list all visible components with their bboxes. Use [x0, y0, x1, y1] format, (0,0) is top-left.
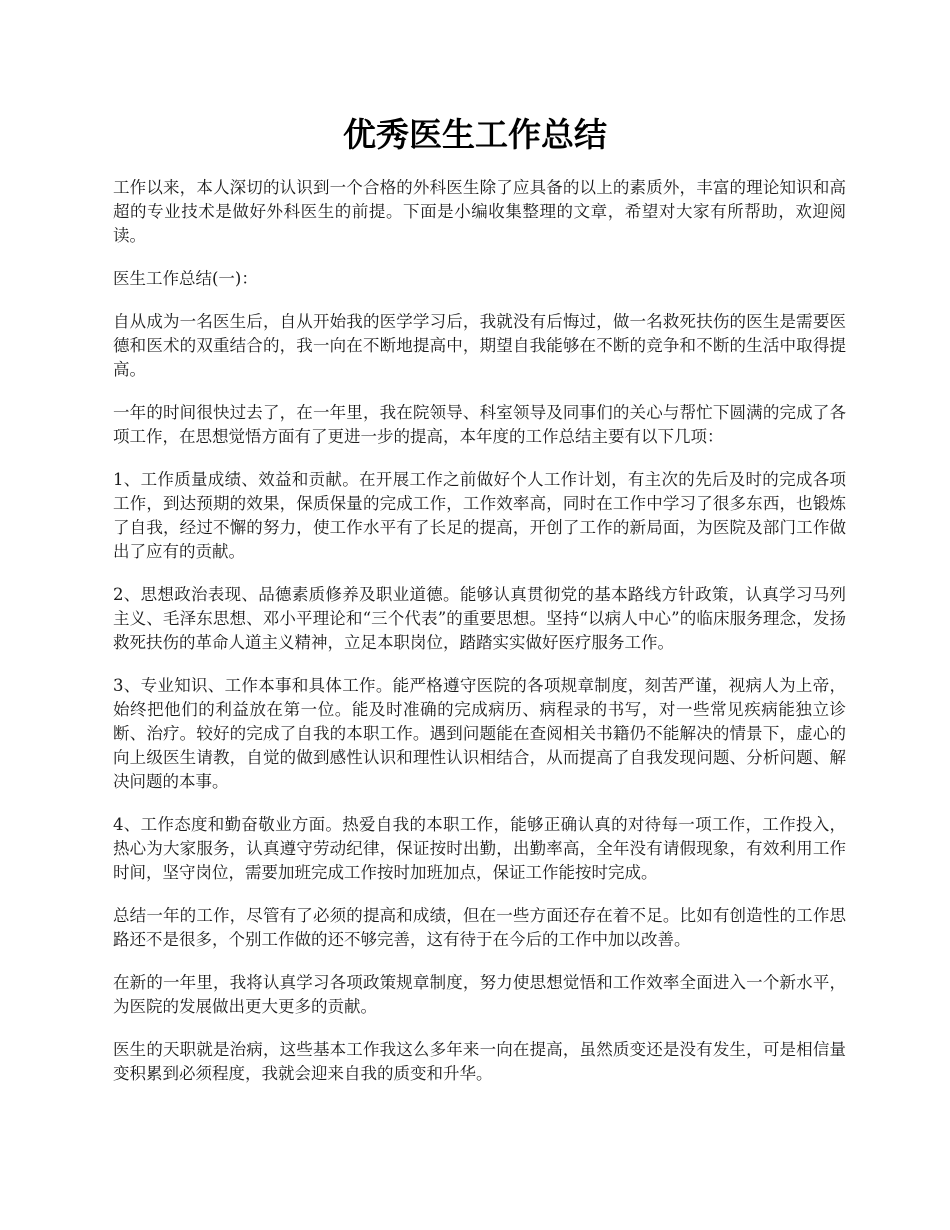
paragraph-intro: 工作以来，本人深切的认识到一个合格的外科医生除了应具备的以上的素质外，丰富的理论知识和高超的专业技术是做好外科医生的前提。下面是小编收集整理的文章，希望对大家有所帮助，欢迎阅读。 — [113, 178, 846, 245]
document-title: 优秀医生工作总结 — [343, 115, 607, 154]
paragraph: 自从成为一名医生后，自从开始我的医学学习后，我就没有后悔过，做一名救死扶伤的医生是需要医德和医术的双重结合的，我一向在不断地提高中，期望自我能够在不断的竞争和不断的生活中取得提高。 — [113, 312, 846, 379]
document-body — [113, 176, 846, 1105]
paragraph: 一年的时间很快过去了，在一年里，我在院领导、科室领导及同事们的关心与帮忙下圆满的完成了各项工作，在思想觉悟方面有了更进一步的提高，本年度的工作总结主要有以下几项： — [113, 403, 846, 446]
paragraph-item-4: 4、工作态度和勤奋敬业方面。热爱自我的本职工作，能够正确认真的对待每一项工作，工作投入，热心为大家服务，认真遵守劳动纪律，保证按时出勤，出勤率高，全年没有请假现象，有效利用工作时间，坚守岗位，需要加班完成工作按时加班加点，保证工作能按时完成。 — [113, 815, 846, 882]
paragraph-item-2: 2、思想政治表现、品德素质修养及职业道德。能够认真贯彻党的基本路线方针政策，认真学习马列主义、毛泽东思想、邓小平理论和“三个代表”的重要思想。坚持“以病人中心”的临床服务理念，发扬救死扶伤的革命人道主义精神，立足本职岗位，踏踏实实做好医疗服务工作。 — [113, 585, 846, 652]
paragraph-item-1: 1、工作质量成绩、效益和贡献。在开展工作之前做好个人工作计划，有主次的先后及时的完成各项工作，到达预期的效果，保质保量的完成工作，工作效率高，同时在工作中学习了很多东西，也锻炼了自我，经过不懈的努力，使工作水平有了长足的提高，开创了工作的新局面，为医院及部门工作做出了应有的贡献。 — [113, 470, 846, 561]
paragraph-closing: 医生的天职就是治病，这些基本工作我这么多年来一向在提高，虽然质变还是没有发生，可是相信量变积累到必须程度，我就会迎来自我的质变和升华。 — [113, 1040, 846, 1083]
paragraph: 总结一年的工作，尽管有了必须的提高和成绩，但在一些方面还存在着不足。比如有创造性的工作思路还不是很多，个别工作做的还不够完善，这有待于在今后的工作中加以改善。 — [113, 906, 846, 949]
paragraph-section-heading: 医生工作总结(一)： — [113, 269, 258, 288]
paragraph: 在新的一年里，我将认真学习各项政策规章制度，努力使思想觉悟和工作效率全面进入一个新水平，为医院的发展做出更大更多的贡献。 — [113, 973, 846, 1016]
paragraph-item-3: 3、专业知识、工作本事和具体工作。能严格遵守医院的各项规章制度，刻苦严谨，视病人为上帝，始终把他们的利益放在第一位。能及时准确的完成病历、病程录的书写，对一些常见疾病能独立诊断、治疗。较好的完成了自我的本职工作。遇到问题能在查阅相关书籍仍不能解决的情景下，虚心的向上级医生请教，自觉的做到感性认识和理性认识相结合，从而提高了自我发现问题、分析问题、解决问题的本事。 — [113, 676, 846, 791]
